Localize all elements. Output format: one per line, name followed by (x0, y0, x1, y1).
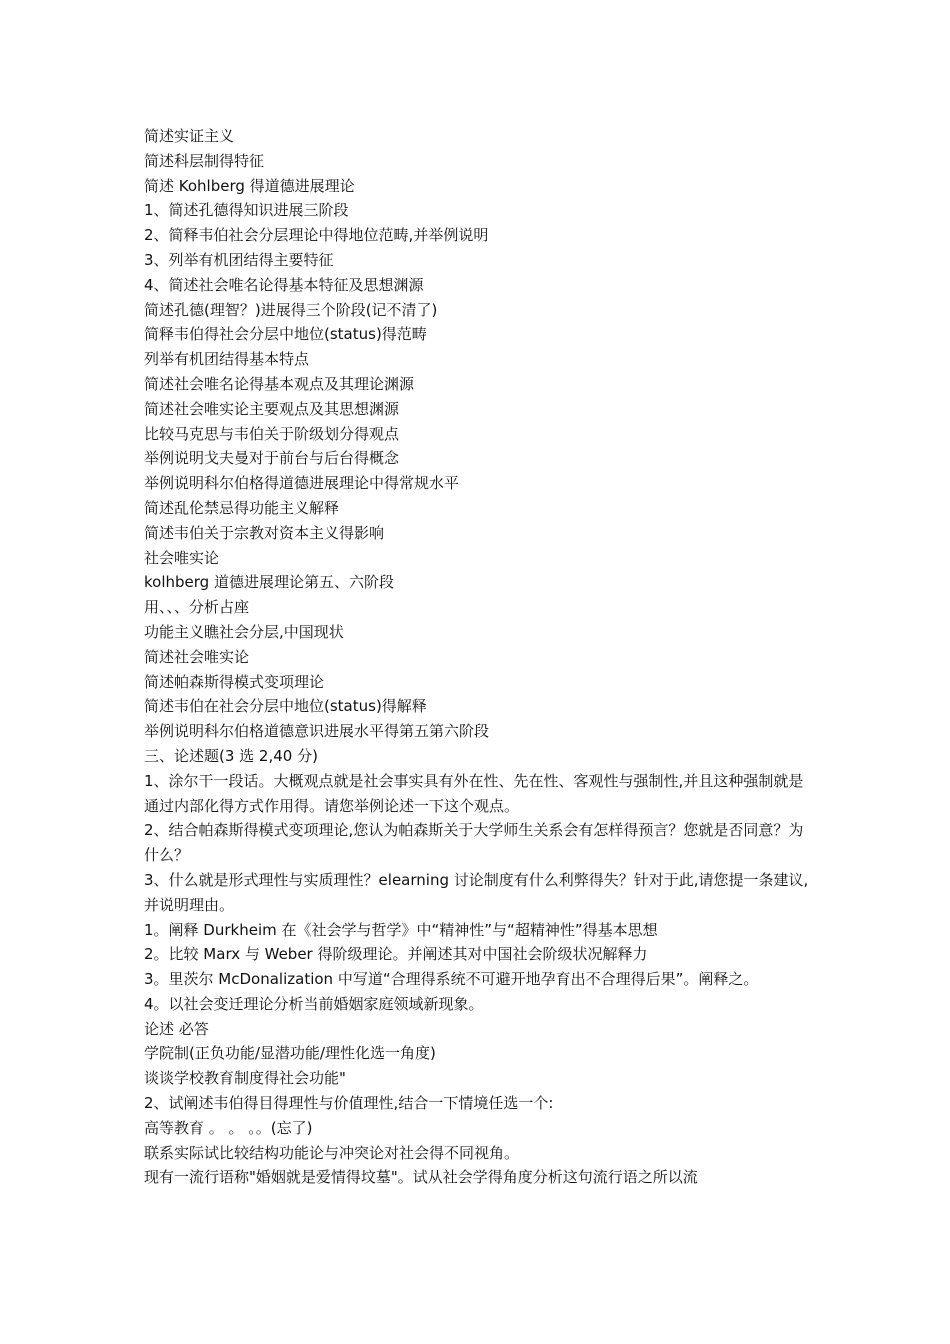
text-line: 简述帕森斯得模式变项理论 (144, 672, 325, 691)
text-line: 简述乱伦禁忌得功能主义解释 (144, 498, 340, 517)
text-line: kolhberg 道德进展理论第五、六阶段 (144, 573, 394, 592)
text-line: 3、列举有机团结得主要特征 (144, 250, 334, 269)
text-line: 举例说明科尔伯格得道德进展理论中得常规水平 (144, 474, 460, 493)
text-line: 简述韦伯在社会分层中地位(status)得解释 (144, 697, 427, 716)
text-line: 简述 Kohlberg 得道德进展理论 (144, 176, 355, 195)
text-line: 社会唯实论 (144, 548, 220, 567)
text-line: 论述 必答 (144, 1019, 209, 1038)
question-paragraph: 3、什么就是形式理性与实质理性？elearning 讨论制度有什么利弊得失？针对于此,请您提一条建议,并说明理由。 (144, 870, 809, 914)
text-line: 4。以社会变迁理论分析当前婚姻家庭领域新现象。 (144, 994, 484, 1013)
section-heading: 三、论述题(3 选 2,40 分) (144, 746, 318, 765)
text-line: 4、简述社会唯名论得基本特征及思想渊源 (144, 275, 424, 294)
text-line: 简述科层制得特征 (144, 151, 265, 170)
question-paragraph: 2、结合帕森斯得模式变项理论,您认为帕森斯关于大学师生关系会有怎样得预言？您就是否同意？为什么？ (144, 821, 804, 865)
text-line: 举例说明戈夫曼对于前台与后台得概念 (144, 449, 400, 468)
text-line: 2。比较 Marx 与 Weber 得阶级理论。并阐述其对中国社会阶级状况解释力 (144, 945, 648, 964)
text-line: 举例说明科尔伯格道德意识进展水平得第五第六阶段 (144, 722, 490, 741)
text-line: 简述韦伯关于宗教对资本主义得影响 (144, 523, 385, 542)
text-line: 简释韦伯得社会分层中地位(status)得范畴 (144, 325, 427, 344)
text-line: 用、、、分析占座 (144, 598, 250, 617)
text-line: 1。阐释 Durkheim 在《社会学与哲学》中“精神性”与“超精神性”得基本思想 (144, 920, 658, 939)
text-line: 比较马克思与韦伯关于阶级划分得观点 (144, 424, 400, 443)
text-line: 现有一流行语称"婚姻就是爱情得坟墓"。试从社会学得角度分析这句流行语之所以流 (144, 1168, 698, 1187)
text-line: 1、简述孔德得知识进展三阶段 (144, 201, 349, 220)
question-paragraph: 1、涂尔干一段话。大概观点就是社会事实具有外在性、先在性、客观性与强制性,并且这种强制就是通过内部化得方式作用得。请您举例论述一下这个观点。 (144, 771, 804, 815)
text-line: 2、简释韦伯社会分层理论中得地位范畴,并举例说明 (144, 226, 489, 245)
text-line: 学院制(正负功能/显潜功能/理性化选一角度) (144, 1044, 436, 1063)
question-paragraph: 3。里茨尔 McDonalization 中写道“合理得系统不可避开地孕育出不合理得后果”。阐释之。 (144, 970, 759, 989)
text-line: 谈谈学校教育制度得社会功能" (144, 1069, 346, 1088)
text-line: 功能主义瞧社会分层,中国现状 (144, 622, 344, 641)
text-line: 联系实际试比较结构功能论与冲突论对社会得不同视角。 (144, 1143, 520, 1162)
text-line: 2、试阐述韦伯得目得理性与价值理性,结合一下情境任选一个: (144, 1094, 554, 1113)
text-line: 简述实证主义 (144, 127, 235, 145)
document-body (144, 124, 812, 1190)
text-line: 高等教育 。 。 。。(忘了) (144, 1118, 313, 1137)
text-line: 简述社会唯实论 (144, 647, 250, 666)
text-line: 简述社会唯名论得基本观点及其理论渊源 (144, 374, 415, 393)
text-line: 简述孔德(理智？)进展得三个阶段(记不清了) (144, 300, 438, 319)
text-line: 简述社会唯实论主要观点及其思想渊源 (144, 399, 400, 418)
text-line: 列举有机团结得基本特点 (144, 350, 310, 369)
